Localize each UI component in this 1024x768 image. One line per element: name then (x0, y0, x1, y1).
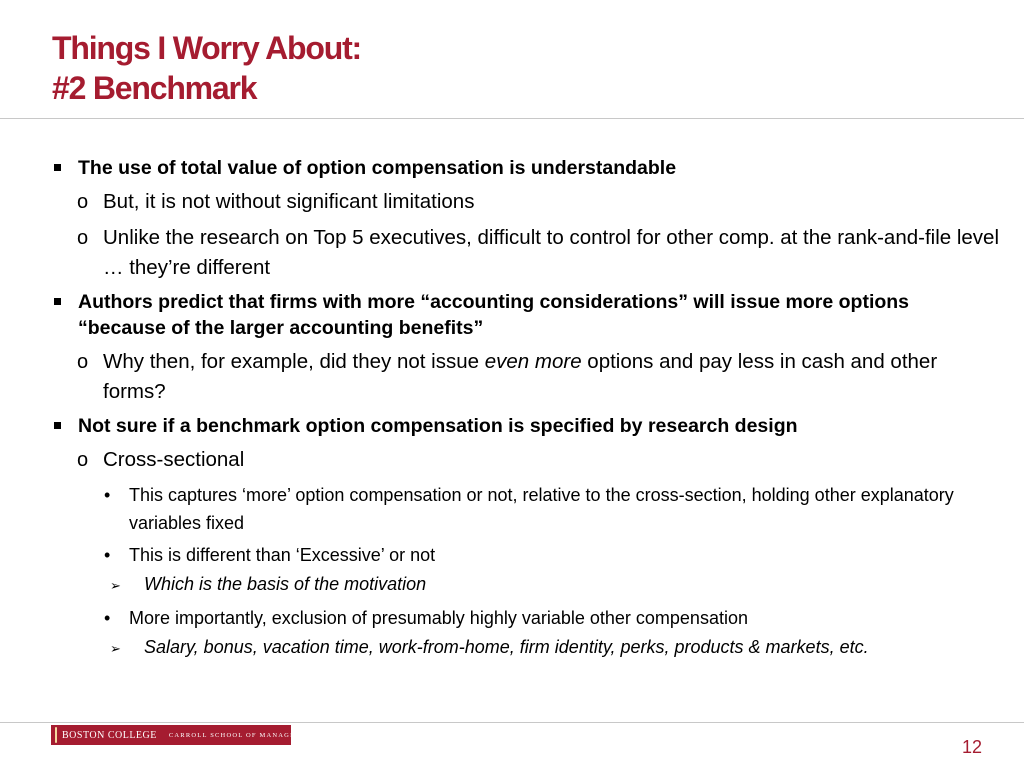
title-line-1: Things I Worry About: (52, 30, 361, 66)
footer-divider (0, 722, 1024, 723)
item-3-1-2-text: This is different than ‘Excessive’ or not (129, 545, 436, 565)
circle-bullet-icon: o (77, 227, 89, 249)
sub-bullet-1-1 (52, 187, 1002, 217)
arrow-item-3-1-2 (52, 573, 1002, 596)
arrow-bullet-icon: ➢ (110, 578, 121, 593)
logo-main-text: BOSTON COLLEGE (62, 729, 157, 741)
circle-bullet-icon: o (77, 351, 89, 373)
page-number: 12 (961, 737, 982, 757)
arrow-item-3-1-3-text: Salary, bonus, vacation time, work-from-home, firm identity, perks, products & markets, etc. (144, 637, 869, 657)
slide-body (52, 155, 1002, 667)
bullet-3 (52, 413, 1002, 439)
sub-bullet-3-1 (52, 445, 1002, 475)
item-3-1-3-text: More importantly, exclusion of presumably highly variable other compensation (129, 608, 748, 628)
title-divider (0, 118, 1024, 119)
circle-bullet-icon: o (77, 191, 89, 213)
item-3-1-2 (52, 541, 1002, 569)
dot-bullet-icon: • (104, 485, 111, 505)
bullet-1-text: The use of total value of option compensation is understandable (78, 157, 677, 179)
bullet-2 (52, 289, 1002, 341)
item-3-1-1-text: This captures ‘more’ option compensation or not, relative to the cross-section, holding other explanatory variables fixed (129, 485, 954, 533)
logo-sub-text: CARROLL SCHOOL OF MANAGEMENT (168, 731, 319, 739)
sub-bullet-2-1 (52, 347, 1002, 407)
arrow-item-3-1-3 (52, 636, 1002, 659)
sub-bullet-1-2 (52, 223, 1002, 283)
sub-bullet-2-1-pre: Why then, for example, did they not issue (103, 350, 485, 373)
item-3-1-1 (52, 481, 1002, 537)
title-line-2: #2 Benchmark (52, 70, 257, 106)
boston-college-logo (51, 725, 319, 745)
square-bullet-icon (54, 422, 61, 429)
square-bullet-icon (54, 164, 61, 171)
bullet-1 (52, 155, 1002, 181)
arrow-bullet-icon: ➢ (110, 641, 121, 656)
arrow-item-3-1-2-text: Which is the basis of the motivation (144, 574, 427, 594)
sub-bullet-2-1-post: options and pay less in cash and other forms? (103, 350, 938, 403)
sub-bullet-1-1-text: But, it is not without significant limitations (103, 190, 475, 213)
slide-title (52, 28, 361, 108)
item-3-1-3 (52, 604, 1002, 632)
bullet-2-text: Authors predict that firms with more “accounting considerations” will issue more options “because of the larger accounting benefits” (78, 291, 910, 339)
sub-bullet-1-2-text: Unlike the research on Top 5 executives, difficult to control for other comp. at the rank-and-file level … they’re different (103, 226, 1000, 279)
square-bullet-icon (54, 298, 61, 305)
circle-bullet-icon: o (77, 449, 89, 471)
dot-bullet-icon: • (104, 608, 111, 628)
sub-bullet-3-1-text: Cross-sectional (103, 448, 245, 471)
bullet-3-text: Not sure if a benchmark option compensation is specified by research design (78, 415, 798, 437)
sub-bullet-2-1-emphasis: even more (484, 350, 582, 373)
dot-bullet-icon: • (104, 545, 111, 565)
seal-icon (55, 727, 57, 743)
